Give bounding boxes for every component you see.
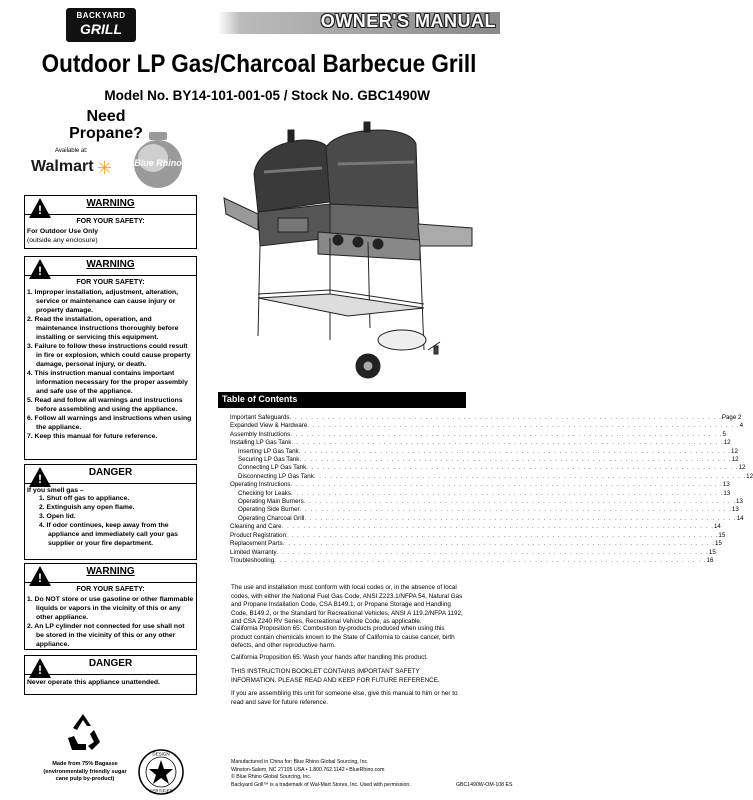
toc-leader: . . . . . . . . . . . . . . . . . . . . . . . . . . . . . . . . . . . . . . . . . . . . . . . . . . . . . . . . . . . . . . . . . . . . . . . . . . . . . . . . <box>289 414 722 421</box>
toc-row <box>230 447 738 456</box>
toc-leader: . . . . . . . . . . . . . . . . . . . . . . . . . . . . . . . . . . . . . . . . . . . . . . . . . . . . . . . . . . . . . . . . . . . . . . . . . . . . . . . . <box>286 531 719 539</box>
toc-row <box>230 422 744 430</box>
toc-page: 4 <box>739 422 744 430</box>
toc-leader: . . . . . . . . . . . . . . . . . . . . . . . . . . . . . . . . . . . . . . . . . . . . . . . . . . . . . . . . . . . . . . . . . . . . . . . . . . . . . . . . <box>282 540 715 548</box>
prop65-combustion-text: California Proposition 65: Combustion by-products produced when using this product contain chemicals known to the State of California to cause cancer, birth defects, and other reproductive harm. <box>231 625 455 650</box>
danger-box-unattended <box>24 655 197 695</box>
toc-label: Disconnecting LP Gas Tank <box>238 472 314 480</box>
toc-page: 5 <box>722 430 726 438</box>
warning-title: WARNING <box>86 566 135 577</box>
made-line1: Made from 75% Bagasse <box>52 761 118 767</box>
list-item: 2. Read the installation, operation, and maintenance instructions thoroughly before installing or servicing this equipment. <box>27 316 179 341</box>
toc-leader: . . . . . . . . . . . . . . . . . . . . . . . . . . . . . . . . . . . . . . . . . . . . . . . . . . . . . . . . . . . . . . . . . . . . . . . . . . . . . . . . <box>290 430 723 438</box>
toc-page: 12 <box>738 464 746 472</box>
toc-page: 14 <box>736 514 744 522</box>
need-text: Need <box>86 108 126 125</box>
list-item: 4. If odor continues, keep away from the appliance and immediately call your gas supplier or your fire department. <box>39 522 178 547</box>
toc-page: 13 <box>723 489 731 497</box>
toc-row <box>230 430 726 439</box>
danger-header <box>25 656 196 675</box>
page-title: Outdoor LP Gas/Charcoal Barbecue Grill <box>41 50 477 78</box>
toc-row <box>230 464 746 472</box>
model-number: Model No. BY14-101-001-05 / Stock No. GBC1490W <box>104 88 430 103</box>
manuf-line3: © Blue Rhino Global Sourcing, Inc. <box>231 774 312 781</box>
warning-box-flammables <box>24 563 197 650</box>
toc-page: 12 <box>731 456 739 464</box>
toc-label: Operating Instructions <box>230 481 291 489</box>
backyard-grill-logo <box>66 8 136 42</box>
flammables-list <box>25 593 196 651</box>
warning-header <box>25 564 196 583</box>
bagasse-note <box>28 761 142 784</box>
toc-row <box>230 481 730 489</box>
toc-row <box>230 456 739 464</box>
toc-leader: . . . . . . . . . . . . . . . . . . . . . . . . . . . . . . . . . . . . . . . . . . . . . . . . . . . . . . . . . . . . . . . . . . . . . . . . . . . . . . . . <box>290 489 724 497</box>
safety-info-notice: THIS INSTRUCTION BOOKLET CONTAINS IMPORTANT SAFETY INFORMATION. PLEASE READ AND KEEP FOR FUTURE REFERENCE. <box>231 668 440 684</box>
toc-row <box>230 414 742 422</box>
toc-label: Connecting LP Gas Tank <box>238 464 307 472</box>
toc-page: 12 <box>731 447 738 455</box>
toc-leader: . . . . . . . . . . . . . . . . . . . . . . . . . . . . . . . . . . . . . . . . . . . . . . . . . . . . . . . . . . . . . . . . . . . . . . . . . . . . . . . . <box>291 439 724 447</box>
toc-row <box>230 556 714 565</box>
code-compliance-text: The use and installation must conform with local codes or, in the absence of local codes, with either the National Fuel Gas Code, ANSI Z223.1/NFPA 54, Natural Gas and Propane Installation Code, CSA B149.1, or Propane Storage and Handling Code, B149.2, or the Standard for Recreational Vehicles, ANSI A 119.2/NFPA 1192, and CSA Z240 RV Series, Recreational Vehicle Code, as applicable. <box>231 584 463 626</box>
toc-label: Checking for Leaks <box>238 489 291 497</box>
blue-rhino-text: Blue Rhino <box>134 158 182 168</box>
toc-page: Page 2 <box>721 414 742 421</box>
toc-label: Expanded View & Hardware <box>230 422 308 430</box>
recycle-icon <box>64 712 102 754</box>
seal-bottom-text: CERTIFIED <box>149 788 173 794</box>
warning-subtitle: FOR YOUR SAFETY: <box>76 586 145 593</box>
toc-label: Operating Charcoal Grill <box>238 514 305 522</box>
danger-title: DANGER <box>88 467 133 478</box>
manufacturer-info <box>231 759 441 789</box>
manuf-line1: Manufactured in China for: Blue Rhino Global Sourcing, Inc. <box>231 759 369 765</box>
toc-row <box>230 506 739 514</box>
toc-label: Assembly Instructions <box>230 430 291 438</box>
toc-row <box>230 523 721 531</box>
document-code: GBC1490W-OM-108 ES <box>456 782 513 788</box>
available-at-text: Available at: <box>55 148 88 154</box>
toc-leader: . . . . . . . . . . . . . . . . . . . . . . . . . . . . . . . . . . . . . . . . . . . . . . . . . . . . . . . . . . . . . . . . . . . . . . . . . . . . . . . . <box>281 523 714 531</box>
logo-line1: BACKYARD <box>76 11 126 20</box>
toc-row <box>230 489 731 498</box>
toc-leader: . . . . . . . . . . . . . . . . . . . . . . . . . . . . . . . . . . . . . . . . . . . . . . . . . . . . . . . . . . . . . . . . . . . . . . . . . . . . . . . . <box>307 422 740 430</box>
unattended-text: Never operate this appliance unattended. <box>27 679 160 686</box>
toc-page: 12 <box>723 439 731 447</box>
toc-leader: . . . . . . . . . . . . . . . . . . . . . . . . . . . . . . . . . . . . . . . . . . . . . . . . . . . . . . . . . . . . . . . . . . . . . . . . . . . . . . . . <box>304 514 737 522</box>
gas-steps-list <box>25 494 196 548</box>
toc-page: 14 <box>713 523 721 531</box>
toc-leader: . . . . . . . . . . . . . . . . . . . . . . . . . . . . . . . . . . . . . . . . . . . . . . . . . . . . . . . . . . . . . . . . . . . . . . . . . . . . . . . . <box>276 548 709 556</box>
list-item: 7. Keep this manual for future reference. <box>27 433 158 440</box>
danger-title: DANGER <box>88 658 133 669</box>
toc-label: Inserting LP Gas Tank <box>238 447 299 455</box>
toc-page: 15 <box>718 531 726 539</box>
toc-label: Operating Main Burners <box>238 498 304 506</box>
propane-text: Propane? <box>69 125 143 142</box>
list-item: 3. Failure to follow these instructions could result in fire or explosion, which could cause property damage, personal injury, or death. <box>27 343 191 368</box>
made-line2: (environmentally friendly sugar <box>43 768 127 775</box>
list-item: 1. Do NOT store or use gasoline or other flammable liquids or vapors in the vicinity of this or any other appliance. <box>27 596 194 621</box>
toc-row <box>230 540 722 548</box>
toc-page: 12 <box>746 472 753 480</box>
warning-header <box>25 257 196 276</box>
toc-title: Table of Contents <box>218 392 466 408</box>
toc-leader: . . . . . . . . . . . . . . . . . . . . . . . . . . . . . . . . . . . . . . . . . . . . . . . . . . . . . . . . . . . . . . . . . . . . . . . . . . . . . . . . <box>299 506 732 514</box>
blue-rhino-tank-icon <box>131 130 185 190</box>
warning-box-safety <box>24 256 197 460</box>
manuf-line2: Winston-Salem, NC 27105 USA • 1.800.762.1142 • BlueRhino.com <box>231 766 385 773</box>
warning-header <box>25 196 196 215</box>
safety-list <box>25 286 196 443</box>
danger-header <box>25 465 196 484</box>
walmart-spark-icon: ✳ <box>97 158 113 178</box>
warning-subtitle: FOR YOUR SAFETY: <box>76 218 145 225</box>
warning-title: WARNING <box>86 198 135 209</box>
toc-page: 16 <box>706 556 714 564</box>
list-item: 4. This instruction manual contains important information necessary for the proper assembly and safe use of the appliance. <box>27 370 188 395</box>
danger-box-gas <box>24 464 197 560</box>
toc-label: Operating Side Burner <box>238 506 300 514</box>
grill-illustration <box>218 118 476 386</box>
toc-page: 13 <box>722 481 730 489</box>
list-item: 2. Extinguish any open flame. <box>39 504 135 511</box>
toc-page: 15 <box>708 548 716 556</box>
warning-box-outdoor <box>24 195 197 249</box>
list-item: 2. An LP cylinder not connected for use shall not be stored in the vicinity of this or any other appliance. <box>27 623 185 648</box>
manuf-line4: Backyard Grill™ is a trademark of Wal-Mart Stores, Inc. Used with permission. <box>231 781 411 788</box>
toc-page: 15 <box>714 540 722 548</box>
toc-leader: . . . . . . . . . . . . . . . . . . . . . . . . . . . . . . . . . . . . . . . . . . . . . . . . . . . . . . . . . . . . . . . . . . . . . . . . . . . . . . . . <box>303 498 737 506</box>
owners-manual-banner-text: OWNER'S MANUAL <box>320 11 496 31</box>
table-of-contents <box>218 392 753 577</box>
toc-label: Important Safeguards <box>230 414 290 421</box>
toc-leader: . . . . . . . . . . . . . . . . . . . . . . . . . . . . . . . . . . . . . . . . . . . . . . . . . . . . . . . . . . . . . . . . . . . . . . . . . . . . . . . . <box>290 481 723 489</box>
toc-page: 13 <box>736 498 743 506</box>
toc-row <box>230 514 744 523</box>
list-item: 1. Improper installation, adjustment, alteration, service or maintenance can cause injury or property damage. <box>27 289 179 314</box>
toc-label: Cleaning and Care <box>230 523 282 531</box>
toc-label: Limited Warranty <box>230 548 277 556</box>
assembling-for-others-text: If you are assembling this unit for someone else, give this manual to him or her to read and save for future reference. <box>231 690 458 706</box>
toc-leader: . . . . . . . . . . . . . . . . . . . . . . . . . . . . . . . . . . . . . . . . . . . . . . . . . . . . . . . . . . . . . . . . . . . . . . . . . . . . . . . . <box>299 456 732 464</box>
toc-leader: . . . . . . . . . . . . . . . . . . . . . . . . . . . . . . . . . . . . . . . . . . . . . . . . . . . . . . . . . . . . . . . . . . . . . . . . . . . . . . . . <box>274 556 707 564</box>
toc-row <box>230 548 716 557</box>
list-item: 3. Open lid. <box>39 513 76 520</box>
toc-label: Troubleshooting <box>230 556 275 564</box>
prop65-wash-text: California Proposition 65: Wash your hands after handling this product. <box>231 654 428 661</box>
toc-label: Product Registration <box>230 531 287 539</box>
toc-row <box>230 498 743 506</box>
warning-title: WARNING <box>86 259 135 270</box>
toc-label: Installing LP Gas Tank <box>230 439 292 447</box>
toc-label: Securing LP Gas Tank <box>238 456 300 464</box>
toc-label: Replacement Parts <box>230 540 283 548</box>
warning-subtitle: FOR YOUR SAFETY: <box>76 279 145 286</box>
walmart-logo: Walmart <box>31 158 94 175</box>
outdoor-use-text: For Outdoor Use Only <box>27 228 98 235</box>
toc-leader: . . . . . . . . . . . . . . . . . . . . . . . . . . . . . . . . . . . . . . . . . . . . . . . . . . . . . . . . . . . . . . . . . . . . . . . . . . . . . . . . <box>313 472 747 480</box>
toc-row <box>230 531 726 540</box>
toc-list <box>218 408 753 565</box>
toc-leader: . . . . . . . . . . . . . . . . . . . . . . . . . . . . . . . . . . . . . . . . . . . . . . . . . . . . . . . . . . . . . . . . . . . . . . . . . . . . . . . . <box>298 447 731 455</box>
list-item: 1. Shut off gas to appliance. <box>39 495 130 502</box>
toc-leader: . . . . . . . . . . . . . . . . . . . . . . . . . . . . . . . . . . . . . . . . . . . . . . . . . . . . . . . . . . . . . . . . . . . . . . . . . . . . . . . . <box>306 464 739 472</box>
toc-page: 13 <box>731 506 739 514</box>
design-certified-seal <box>137 748 185 796</box>
made-line3: cane pulp by-product) <box>55 776 115 783</box>
toc-row <box>230 439 731 447</box>
propane-ad <box>27 108 197 188</box>
list-item: 5. Read and follow all warnings and instructions before assembling and using the appliance. <box>27 397 183 413</box>
list-item: 6. Follow all warnings and instructions when using the appliance. <box>27 415 192 431</box>
smell-gas-text: If you smell gas – <box>27 487 84 494</box>
toc-row <box>230 472 753 481</box>
seal-top-text: DESIGN <box>152 751 170 757</box>
logo-line2: GRILL <box>80 21 122 37</box>
outside-enclosure-text: (outside any enclosure) <box>27 237 98 244</box>
